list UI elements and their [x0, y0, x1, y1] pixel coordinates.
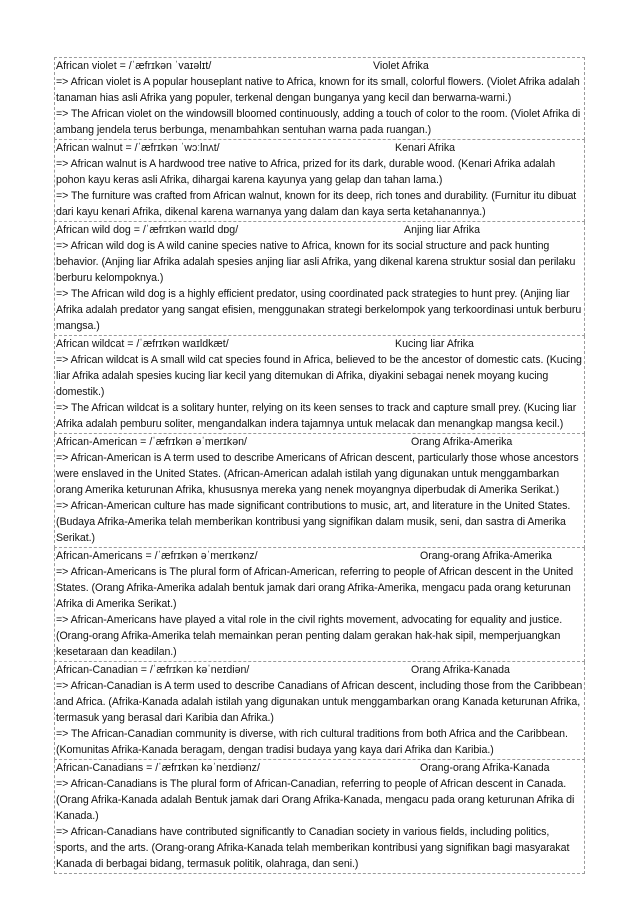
entry-term: African violet = /ˈæfrɪkən ˈvaɪəlɪt/	[56, 60, 212, 72]
entry-headword-line	[56, 434, 583, 450]
entry-translation: Orang-orang Afrika-Amerika	[420, 550, 552, 562]
entry-translation: Kenari Afrika	[395, 142, 456, 154]
vocab-entry-african-violet	[54, 57, 585, 140]
entry-definition: => African-Americans is The plural form of African-American, referring to people of African descent in the United States. (Orang Afrika-Amerika adalah bentuk jamak dari orang Afrika-Amerika, mengacu pada orang keturunan Afrika di Amerika Serikat.)	[56, 566, 574, 610]
entry-definition: => African wildcat is A small wild cat species found in Africa, believed to be the ancestor of domestic cats. (Kucing liar Afrika adalah spesies kucing liar kecil yang ditemukan di Afrika, diyakini sebagai nenek moyang kucing domestik.)	[56, 354, 582, 398]
vocab-entry-african-walnut	[54, 140, 585, 222]
entry-translation: Violet Afrika	[373, 60, 429, 72]
entry-definition: => African-Canadian is A term used to describe Canadians of African descent, including those from the Caribbean and Africa. (Afrika-Kanada adalah istilah yang digunakan untuk menggambarkan orang Kanada keturunan Afrika, termasuk yang berasal dari Karibia dan Afrika.)	[56, 680, 583, 724]
entry-headword-line	[56, 140, 583, 156]
entry-headword-line	[56, 548, 583, 564]
entry-definition: => African-American is A term used to describe Americans of African descent, particularly those whose ancestors were enslaved in the United States. (African-American adalah istilah yang digunakan untuk menggambarkan orang Amerika keturunan Afrika, khususnya mereka yang nenek moyangnya diperbudak di Amerika Serikat.)	[56, 452, 579, 496]
entry-definition: => African wild dog is A wild canine species native to Africa, known for its social structure and pack hunting behavior. (Anjing liar Afrika adalah spesies anjing liar asli Afrika, yang dikenal karena struktur sosial dan perilaku berburu kelompoknya.)	[56, 240, 576, 284]
entry-translation: Orang-orang Afrika-Kanada	[420, 762, 550, 774]
vocab-entry-african-canadians	[54, 760, 585, 874]
entry-example: => The furniture was crafted from African walnut, known for its deep, rich tones and durability. (Furnitur itu dibuat dari kayu kenari Afrika, dikenal karena warnanya yang dalam dan kaya serta ketahanannya.)	[56, 190, 577, 218]
entry-example: => The African wildcat is a solitary hunter, relying on its keen senses to track and capture small prey. (Kucing liar Afrika adalah pemburu soliter, mengandalkan indera tajamnya untuk melacak dan menangkap mangsa kecil.)	[56, 402, 577, 430]
entry-translation: Orang Afrika-Amerika	[411, 436, 513, 448]
entry-headword-line	[56, 336, 583, 352]
entry-term: African-American = /ˈæfrɪkən əˈmerɪkən/	[56, 436, 247, 448]
vocab-entry-african-americans	[54, 548, 585, 662]
entry-headword-line	[56, 222, 583, 238]
vocab-entry-african-canadian	[54, 662, 585, 760]
entry-term: African-Americans = /ˈæfrɪkən əˈmerɪkənz/	[56, 550, 258, 562]
entry-term: African-Canadians = /ˈæfrɪkən kəˈneɪdiənz/	[56, 762, 260, 774]
entry-definition: => African walnut is A hardwood tree native to Africa, prized for its dark, durable wood. (Kenari Afrika adalah pohon kayu keras asli Afrika, dihargai karena kayunya yang gelap dan tahan lama.)	[56, 158, 556, 186]
entry-translation: Kucing liar Afrika	[395, 338, 474, 350]
entry-example: => The African violet on the windowsill bloomed continuously, adding a touch of color to the room. (Violet Afrika di ambang jendela terus berbunga, menambahkan sentuhan warna pada ruangan.)	[56, 108, 581, 136]
entry-example: => African-Americans have played a vital role in the civil rights movement, advocating for equality and justice. (Orang-orang Afrika-Amerika telah memainkan peran penting dalam gerakan hak-hak sipil, memperjuangkan kesetaraan dan keadilan.)	[56, 614, 563, 658]
entry-definition: => African violet is A popular houseplant native to Africa, known for its small, colorful flowers. (Violet Afrika adalah tanaman hias asli Afrika yang populer, terkenal dengan bunganya yang kecil dan berwarna-warni.)	[56, 76, 580, 104]
entry-example: => The African-Canadian community is diverse, with rich cultural traditions from both Africa and the Caribbean. (Komunitas Afrika-Kanada beragam, dengan tradisi budaya yang kaya dari Afrika dan Karibia.)	[56, 728, 568, 756]
entry-headword-line	[56, 662, 583, 678]
entry-term: African wild dog = /ˈæfrɪkən waɪld dɒɡ/	[56, 224, 239, 236]
entry-definition: => African-Canadians is The plural form of African-Canadian, referring to people of African descent in Canada. (Orang Afrika-Kanada adalah Bentuk jamak dari Orang Afrika-Kanada, mengacu pada orang keturunan Afrika di Kanada.)	[56, 778, 575, 822]
vocab-entry-african-wildcat	[54, 336, 585, 434]
entry-example: => African-American culture has made significant contributions to music, art, and literature in the United States. (Budaya Afrika-Amerika telah memberikan kontribusi yang signifikan dalam musik, seni, dan sastra di Amerika Serikat.)	[56, 500, 571, 544]
entry-headword-line	[56, 760, 583, 776]
entry-translation: Orang Afrika-Kanada	[411, 664, 510, 676]
vocabulary-list	[54, 57, 585, 874]
vocab-entry-african-wild-dog	[54, 222, 585, 336]
entry-example: => The African wild dog is a highly efficient predator, using coordinated pack strategies to hunt prey. (Anjing liar Afrika adalah predator yang sangat efisien, menggunakan strategi berkelompok yang terkoordinasi untuk berburu mangsa.)	[56, 288, 582, 332]
entry-term: African walnut = /ˈæfrɪkən ˈwɔːlnʌt/	[56, 142, 220, 154]
vocab-entry-african-american	[54, 434, 585, 548]
entry-translation: Anjing liar Afrika	[404, 224, 480, 236]
entry-term: African-Canadian = /ˈæfrɪkən kəˈneɪdiən/	[56, 664, 250, 676]
entry-term: African wildcat = /ˈæfrɪkən waɪldkæt/	[56, 338, 229, 350]
entry-example: => African-Canadians have contributed significantly to Canadian society in various fields, including politics, sports, and the arts. (Orang-orang Afrika-Kanada telah memberikan kontribusi yang signifikan bagi masyarakat Kanada di berbagai bidang, termasuk politik, olahraga, dan seni.)	[56, 826, 570, 870]
entry-headword-line	[56, 58, 583, 74]
